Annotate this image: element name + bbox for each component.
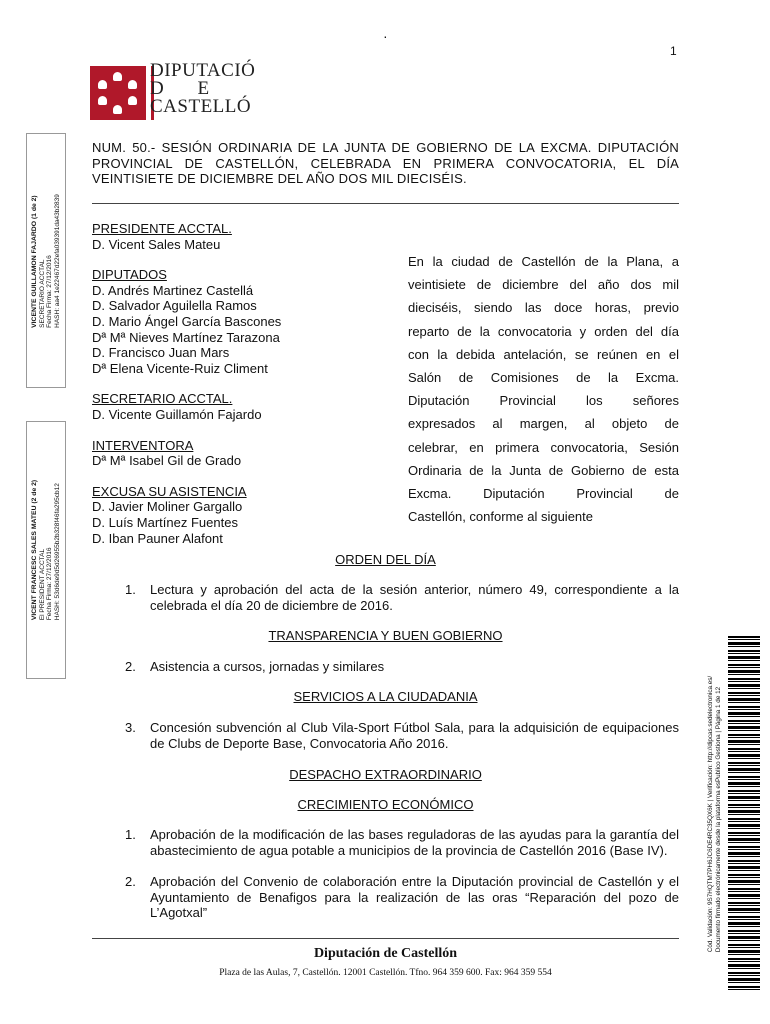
narrative-line: reparto de la convocatoria y orden del día [408, 323, 679, 339]
narrative-line: En la ciudad de Castellón de la Plana, a [408, 254, 679, 269]
attendee: D. Javier Moliner Gargallo [92, 499, 243, 515]
signature-stamp-2 [26, 421, 66, 679]
attendee: Dª Mª Isabel Gil de Grado [92, 453, 242, 469]
crecimiento-heading: CRECIMIENTO ECONÓMICO [297, 797, 474, 812]
diputados-heading: DIPUTADOS [92, 267, 167, 283]
item-number: 2. [125, 874, 136, 889]
narrative-line: Excma. Diputación Provincial de [408, 486, 679, 502]
logo-emblem-icon [90, 66, 146, 120]
attendee: D. Vicent Sales Mateu [92, 236, 221, 252]
narrative-line: expresados al margen, al objeto de [408, 416, 679, 432]
despacho-heading: DESPACHO EXTRAORDINARIO [289, 767, 482, 782]
item-text: Lectura y aprobación del acta de la sesión anterior, número 49, correspondiente a la celebrada el día 20 de diciembre de 2016. [150, 582, 679, 613]
servicios-heading: SERVICIOS A LA CIUDADANIA [293, 689, 478, 704]
stamp-line: HASH: 53d6de9d5d26955b2b328f46fa295cb12 [53, 483, 61, 621]
narrative-line: con la debida antelación, se reúnen en el [408, 346, 679, 362]
item-number: 1. [125, 827, 136, 842]
attendee: D. Salvador Aguilella Ramos [92, 298, 257, 314]
attendee: D. Iban Pauner Alafont [92, 530, 223, 546]
item-text: Aprobación de la modificación de las bases reguladoras de las ayudas para la garantía del abastecimiento de agua potable a municipios de la provincia de Castellón 2016 (Base IV). [150, 827, 679, 858]
attendee: Dª Elena Vicente-Ruiz Climent [92, 360, 268, 376]
attendee: D. Luís Martínez Fuentes [92, 514, 238, 530]
narrative-line: veintisiete de diciembre del año dos mil [408, 277, 679, 293]
narrative-line: celebrar, en primera convocatoria, Sesión [408, 439, 679, 455]
presidente-heading: PRESIDENTE ACCTAL. [92, 221, 232, 236]
attendee: D. Mario Ángel García Bascones [92, 313, 282, 329]
attendee: Dª Mª Nieves Martínez Tarazona [92, 329, 280, 345]
attendees-list [92, 221, 392, 546]
agenda-item [125, 659, 679, 675]
stamp-signer: VICENTE GUILLAMON FAJARDO (1 de 2) [31, 194, 38, 328]
validation-line: Cód. Validación: 9S7HQTM7PH6JC6DE4RC35QX6K | Verificación: http://dipcas.sedelectronica.es/ [707, 675, 714, 952]
item-text: Aprobación del Convenio de colaboración entre la Diputación provincial de Castellón y el Ayuntamiento de Benafigos para la realización de las oras “Reparación del pozo de L’Agotxal” [150, 874, 679, 920]
stamp-line: HASH: aa4 1e22467d22efa039391da43b2839 [53, 193, 61, 328]
attendee: D. Francisco Juan Mars [92, 345, 230, 361]
item-text: Concesión subvención al Club Vila-Sport Fútbol Sala, para la adquisición de equipaciones de Clubs de Deporte Base, Convocatoria Año 2016. [150, 720, 679, 751]
title-rule [92, 203, 679, 204]
signature-stamp-1 [26, 133, 66, 388]
orden-heading: ORDEN DEL DÍA [335, 552, 436, 567]
header-dot: · [383, 28, 388, 44]
narrative-line: Diputación Provincial los señores [408, 393, 679, 409]
item-number: 2. [125, 659, 136, 674]
page-number: 1 [670, 44, 677, 58]
agenda-item [125, 827, 679, 858]
footer-title: Diputación de Castellón [313, 946, 458, 961]
agenda-item [125, 720, 679, 751]
footer-rule [92, 938, 679, 939]
agenda-item [125, 874, 679, 921]
agenda-item [125, 582, 679, 613]
footer-address: Plaza de las Aulas, 7, Castellón. 12001 Castellón. Tfno. 964 359 600. Fax: 964 359 554 [219, 968, 552, 978]
narrative-line: Ordinaria de la Junta de Gobierno de esta [408, 462, 679, 478]
attendee: D. Andrés Martinez Castellá [92, 282, 254, 298]
stamp-line: El PRESIDENT ACCTAL [38, 548, 46, 621]
narrative-line: dieciséis, siendo las doce horas, previo [408, 300, 679, 316]
excusa-heading: EXCUSA SU ASISTENCIA [92, 483, 247, 499]
stamp-signer: VICENT FRANCESC SALES MATEU (2 de 2) [31, 479, 38, 621]
diputacion-logo [90, 60, 280, 122]
stamp-line: SECRETARIO ACCTAL [38, 258, 46, 328]
stamp-line: Fecha Firma: 27/12/2016 [46, 547, 53, 621]
logo-wordmark: DIPUTACIÓ D E CASTELLÓ [150, 60, 256, 117]
secretario-heading: SECRETARIO ACCTAL. [92, 391, 233, 407]
item-number: 1. [125, 582, 136, 597]
item-text: Asistencia a cursos, jornadas y similares [150, 659, 385, 674]
session-title: NUM. 50.- SESIÓN ORDINARIA DE LA JUNTA DE GOBIERNO DE LA EXCMA. DIPUTACIÓN PROVINCIAL DE CASTELLÓN, CELEBRADA EN PRIMERA CONVOCATORIA, EL DÍA VEINTISIETE DE DICIEMBRE DEL AÑO DOS MIL DIECISÉIS. [92, 140, 679, 186]
stamp-line: Fecha Firma: 27/12/2016 [46, 254, 53, 328]
session-narrative [408, 250, 679, 528]
validation-line: Documento firmado electrónicamente desde la plataforma esPublico Gestiona | Página 1 de 12 [715, 686, 722, 952]
narrative-line: Castellón, conforme al siguiente [408, 509, 593, 525]
narrative-line: Salón de Comisiones de la Excma. [408, 370, 679, 386]
transparencia-heading: TRANSPARENCIA Y BUEN GOBIERNO [268, 628, 503, 643]
item-number: 3. [125, 720, 136, 735]
attendee: D. Vicente Guillamón Fajardo [92, 406, 262, 422]
interventora-heading: INTERVENTORA [92, 437, 194, 453]
barcode-icon [728, 636, 760, 991]
